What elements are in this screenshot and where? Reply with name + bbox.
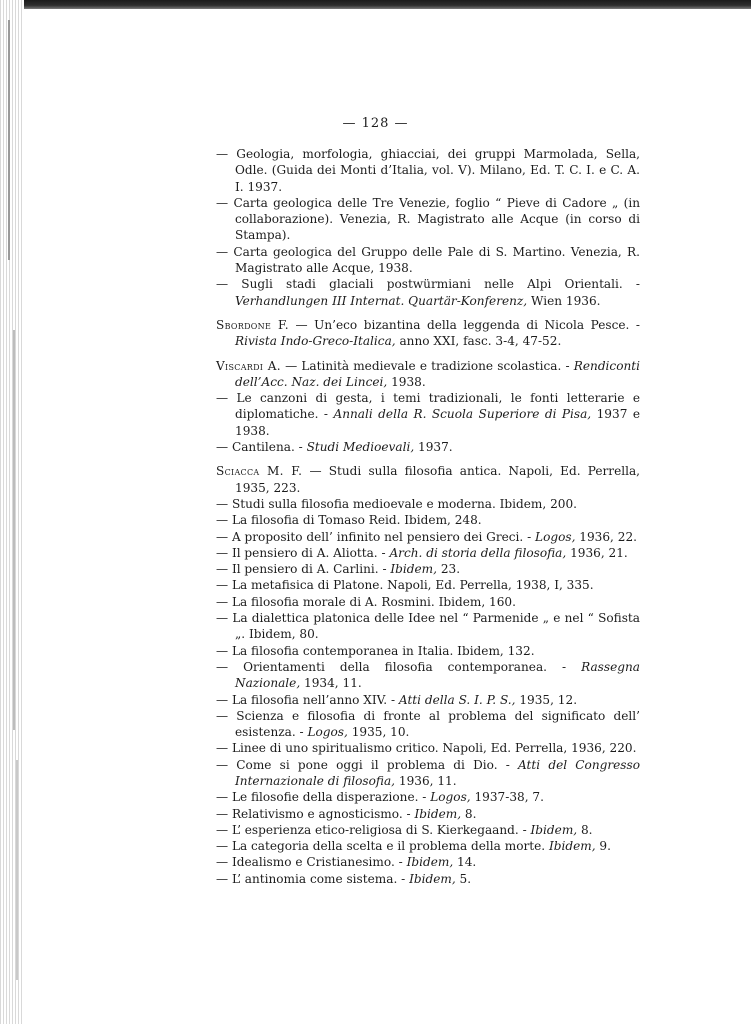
publication-title: Logos, bbox=[307, 725, 348, 740]
entry-text: — La dialettica platonica delle Idee nel “ Parmenide „ e nel “ Sofista „. Ibidem, 80. bbox=[216, 611, 640, 642]
entry-text: — Un’eco bizantina della leggenda di Nicola Pesce. - bbox=[288, 317, 641, 332]
publication-title: Ibidem, bbox=[548, 839, 596, 854]
publication-title: Rivista Indo-Greco-Italica, bbox=[235, 334, 396, 349]
bibliography-entry bbox=[216, 594, 640, 610]
publication-title: Rendiconti dell’Acc. Naz. dei Lincei, bbox=[235, 358, 640, 389]
bibliography-entry bbox=[216, 610, 640, 643]
entry-text: — L’ antinomia come sistema. - bbox=[216, 871, 410, 886]
entry-text: — L’ esperienza etico-religiosa di S. Kierkegaand. - bbox=[216, 822, 531, 837]
entry-text: — Le canzoni di gesta, i temi tradizionali, le fonti letterarie e diplomatiche. - bbox=[216, 391, 640, 422]
publication-title: Ibidem, bbox=[406, 855, 454, 870]
entry-text: — Latinità medievale e tradizione scolastica. - bbox=[280, 358, 574, 373]
entry-details: 8. bbox=[577, 822, 593, 837]
entry-text: — La metafisica di Platone. Napoli, Ed. Perrella, 1938, I, 335. bbox=[216, 578, 594, 593]
scan-left-edge bbox=[0, 0, 24, 1024]
bibliography-list bbox=[216, 146, 640, 887]
publication-title: Ibidem, bbox=[530, 822, 578, 837]
entry-text: — Relativismo e agnosticismo. - bbox=[216, 806, 415, 821]
bibliography-entry bbox=[216, 561, 640, 577]
bibliography-entry bbox=[216, 577, 640, 593]
entry-details: 8. bbox=[461, 806, 477, 821]
bibliography-entry bbox=[216, 659, 640, 692]
publication-title: Rassegna Nazionale, bbox=[235, 659, 640, 691]
author-name: Sciacca M. F. bbox=[216, 464, 303, 479]
entry-details: 1936, 22. bbox=[575, 529, 637, 544]
bibliography-entry bbox=[216, 871, 640, 887]
entry-details: anno XXI, fasc. 3-4, 47-52. bbox=[395, 334, 562, 349]
publication-title: Verhandlungen III Internat. Quartär-Konferenz, bbox=[235, 293, 528, 308]
entry-text: — Sugli stadi glaciali postwürmiani nelle Alpi Orientali. - bbox=[216, 277, 640, 292]
page-number: — 128 — bbox=[342, 116, 409, 131]
publication-title: Atti della S. I. P. S., bbox=[398, 692, 516, 707]
bibliography-entry bbox=[216, 643, 640, 659]
entry-text: — La filosofia morale di A. Rosmini. Ibidem, 160. bbox=[216, 594, 516, 609]
bibliography-entry bbox=[216, 789, 640, 805]
entry-text: — La filosofia nell’anno XIV. - bbox=[216, 692, 399, 707]
entry-details: 14. bbox=[453, 855, 477, 870]
bibliography-entry bbox=[216, 740, 640, 756]
entry-details: 1937-38, 7. bbox=[470, 790, 544, 805]
entry-details: 1937. bbox=[414, 440, 453, 455]
entry-details: 1937 e 1938. bbox=[235, 407, 640, 438]
bibliography-entry bbox=[216, 545, 640, 561]
bibliography-entry bbox=[216, 854, 640, 870]
entry-details: 9. bbox=[595, 839, 611, 854]
bibliography-entry bbox=[216, 806, 640, 822]
entry-text: — Scienza e filosofia di fronte al problema del significato dell’ esistenza. - bbox=[216, 708, 640, 740]
bibliography-entry bbox=[216, 512, 640, 528]
entry-details: 1935, 10. bbox=[347, 725, 410, 740]
entry-text: — Geologia, morfologia, ghiacciai, dei gruppi Marmolada, Sella, Odle. (Guida dei Monti d’Italia, vol. V). Milano, Ed. T. C. I. e C. A. I. 1937. bbox=[216, 147, 640, 194]
entry-text: — La filosofia di Tomaso Reid. Ibidem, 248. bbox=[216, 513, 482, 528]
entry-details: 5. bbox=[455, 871, 472, 886]
publication-title: Ibidem, bbox=[414, 806, 462, 821]
entry-details: 1936, 11. bbox=[395, 773, 457, 788]
entry-text: — A proposito dell’ infinito nel pensiero dei Greci. - bbox=[216, 529, 536, 544]
entry-details: 23. bbox=[437, 562, 461, 577]
author-entry bbox=[216, 463, 640, 496]
entry-text: — La filosofia contemporanea in Italia. Ibidem, 132. bbox=[216, 643, 535, 658]
publication-title: Ibidem, bbox=[390, 562, 437, 577]
bibliography-entry bbox=[216, 276, 640, 309]
scan-binding-mark bbox=[13, 330, 15, 730]
bibliography-entry bbox=[216, 692, 640, 708]
entry-text: — Le filosofie della disperazione. - bbox=[216, 790, 431, 805]
entry-text: — Carta geologica delle Tre Venezie, foglio “ Pieve di Cadore „ (in collaborazione). Venezia, R. Magistrato alle Acque (in corso di Stampa). bbox=[216, 195, 640, 243]
bibliography-entry bbox=[216, 195, 640, 244]
author-entry bbox=[216, 317, 640, 350]
bibliography-entry bbox=[216, 244, 640, 277]
bibliography-entry bbox=[216, 757, 640, 790]
scan-binding-mark bbox=[16, 760, 18, 980]
entry-text: — Orientamenti della filosofia contemporanea. - bbox=[216, 659, 582, 674]
publication-title: Arch. di storia della filosofia, bbox=[389, 545, 567, 560]
entry-text: — La categoria della scelta e il problema della morte. bbox=[216, 839, 549, 854]
bibliography-entry bbox=[216, 529, 640, 545]
publication-title: Atti del Congresso Internazionale di filosofia, bbox=[235, 757, 640, 788]
entry-text: — Il pensiero di A. Carlini. - bbox=[216, 562, 391, 577]
publication-title: Logos, bbox=[430, 790, 471, 805]
entry-details: 1938. bbox=[387, 374, 426, 389]
entry-details: 1934, 11. bbox=[300, 676, 362, 691]
scan-binding-mark bbox=[8, 20, 10, 260]
entry-text: — Il pensiero di A. Aliotta. - bbox=[216, 545, 390, 560]
author-name: Sbordone F. bbox=[216, 317, 289, 332]
bibliography-entry bbox=[216, 496, 640, 512]
scan-top-edge bbox=[0, 0, 751, 9]
publication-title: Logos, bbox=[535, 529, 576, 544]
bibliography-entry bbox=[216, 838, 640, 854]
bibliography-entry bbox=[216, 439, 640, 455]
entry-text: — Studi sulla filosofia medioevale e moderna. Ibidem, 200. bbox=[216, 496, 578, 511]
bibliography-entry bbox=[216, 146, 640, 195]
publication-title: Studi Medioevali, bbox=[306, 440, 415, 455]
entry-text: — Carta geologica del Gruppo delle Pale di S. Martino. Venezia, R. Magistrato alle Acque, 1938. bbox=[216, 244, 640, 276]
publication-title: Annali della R. Scuola Superiore di Pisa, bbox=[333, 407, 592, 422]
entry-text: — Studi sulla filosofia antica. Napoli, Ed. Perrella, 1935, 223. bbox=[235, 464, 641, 495]
entry-details: 1935, 12. bbox=[515, 692, 578, 707]
entry-text: — Idealismo e Cristianesimo. - bbox=[216, 855, 407, 870]
entry-details: 1936, 21. bbox=[566, 545, 628, 560]
bibliography-entry bbox=[216, 822, 640, 838]
entry-text: — Linee di uno spiritualismo critico. Napoli, Ed. Perrella, 1936, 220. bbox=[216, 741, 637, 756]
publication-title: Ibidem, bbox=[409, 871, 456, 886]
entry-text: — Cantilena. - bbox=[216, 440, 307, 455]
author-entry bbox=[216, 358, 640, 391]
entry-details: Wien 1936. bbox=[527, 293, 601, 308]
bibliography-entry bbox=[216, 390, 640, 439]
author-name: Viscardi A. bbox=[216, 358, 281, 373]
entry-text: — Come si pone oggi il problema di Dio. - bbox=[216, 757, 519, 772]
bibliography-entry bbox=[216, 708, 640, 741]
